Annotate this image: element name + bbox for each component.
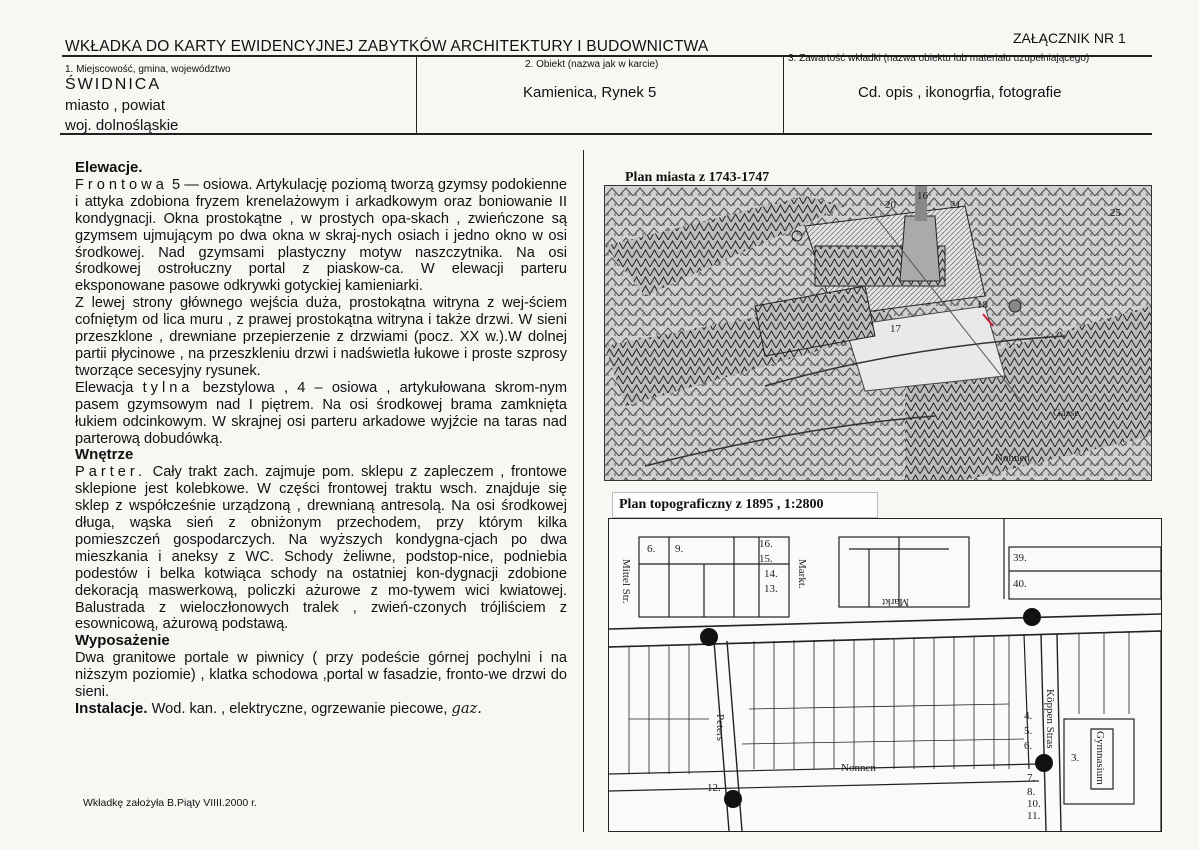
topo-label-39: 39. bbox=[1013, 552, 1027, 564]
installations-paragraph bbox=[75, 701, 567, 718]
topo-label-6: 6. bbox=[647, 543, 656, 555]
topo-label-4: 4. bbox=[1024, 710, 1033, 722]
column-divider bbox=[583, 150, 584, 832]
object-value: Kamienica, Rynek 5 bbox=[523, 84, 657, 101]
front-elevation-paragraph bbox=[75, 177, 567, 295]
topo-street-mittel: Mittel Str. bbox=[620, 559, 632, 604]
annex-label: ZAŁĄCZNIK NR 1 bbox=[1013, 30, 1126, 46]
ground-floor-paragraph bbox=[75, 464, 567, 633]
form-title: WKŁADKA DO KARTY EWIDENCYJNEJ ZABYTKÓW ARCHITEKTURY I BUDOWNICTWA bbox=[65, 38, 709, 55]
topo-label-3: 3. bbox=[1071, 752, 1080, 764]
topo-street-koppen: Köppen Stras bbox=[1044, 689, 1056, 749]
topo-label-16: 16. bbox=[759, 538, 773, 550]
topo-label-15: 15. bbox=[759, 553, 773, 565]
contents-label: 3. Zawartość wkładki (nazwa obiektu lub materiału uzupełniającego) bbox=[788, 53, 1090, 64]
topo-street-markt: Markt. bbox=[796, 559, 808, 589]
topo-label-9: 9. bbox=[675, 543, 684, 555]
perspective-street-gasse: Gasse bbox=[1053, 407, 1080, 419]
contents-value: Cd. opis , ikonogrfia, fotografie bbox=[858, 84, 1062, 101]
equipment-heading: Wyposażenie bbox=[75, 632, 170, 650]
location-city: ŚWIDNICA bbox=[65, 76, 161, 93]
elevations-heading: Elewacje. bbox=[75, 159, 143, 176]
topo-label-6b: 6. bbox=[1024, 740, 1033, 752]
topo-label-7: 7. bbox=[1027, 772, 1036, 784]
topo-marker-2 bbox=[1023, 608, 1041, 626]
perspective-label-21: 21 bbox=[950, 199, 961, 211]
ground-word: Parter. bbox=[75, 464, 146, 481]
interior-heading: Wnętrze bbox=[75, 446, 134, 464]
header-divider-2 bbox=[783, 56, 784, 134]
topo-label-10: 10. bbox=[1027, 798, 1041, 810]
topo-markt-upside: Markt bbox=[882, 596, 909, 608]
header-bottom-rule bbox=[60, 133, 1152, 135]
topo-marker-1 bbox=[700, 628, 718, 646]
rear-elevation-paragraph bbox=[75, 380, 567, 448]
location-municipality: miasto , powiat bbox=[65, 97, 166, 114]
perspective-label-18: 18 bbox=[977, 299, 988, 311]
location-label: 1. Miejscowość, gmina, województwo bbox=[65, 64, 231, 75]
equipment-text: Dwa granitowe portale w piwnicy ( przy podeście górnej pochylni i na niższym poziomie) , klatka schodowa ,portal w fasadzie, fronto-we drzwi do sieni. bbox=[75, 650, 567, 701]
description-text bbox=[75, 160, 567, 718]
topo-label-40: 40. bbox=[1013, 578, 1027, 590]
topo-label-14: 14. bbox=[764, 568, 778, 580]
location-voivodeship: woj. dolnośląskie bbox=[65, 117, 179, 134]
entrance-paragraph: Z lewej strony głównego wejścia duża, prostokątna witryna z wej-ściem cofniętym od lica muru , z prawej prostokątna witryna i także drzwi. W sieni przeszklone , drewniane przepierzenie z drzwiami (pocz. XX w.).W dolnej partii płycinowe , na przeszkleniu drzwi i nadświetla łukowe i proste szprosy tworzące secesyjny rysunek. bbox=[75, 295, 567, 379]
ground-floor-text: Cały trakt zach. zajmuje pom. sklepu z zapleczem , frontowe sklepione jest kolebkowe. W części frontowej traktu wsch. znajduje się sklep z współcześnie urządzoną , drewnianą antresolą. Na osi środkowej długa, wąska sień z obniżonym przechodem, przy którym kilka pomieszczeń gospodarczych. Na wyższych kondygna-cjach po dwa mieszkania i aneksy z WC. Schody żeliwne, podstop-nice, podniebia podestów i belka kotwiąca schody na ostatniej kon-dygnacji zdobione dekoracją maswerkową, policzki ażurowe z mo-tywem wici kwiatowej. Balustrada z wieloczłonowych tralek , zwień-czonych trójliściem z esownicową, ażurową podstawą. bbox=[75, 464, 567, 633]
topo-label-5: 5. bbox=[1024, 725, 1033, 737]
front-word: Frontowa bbox=[75, 176, 168, 193]
city-plan-image bbox=[604, 185, 1152, 481]
installations-heading: Instalacje. bbox=[75, 700, 148, 717]
topo-label-13: 13. bbox=[764, 583, 778, 595]
perspective-label-25: 25 bbox=[1110, 207, 1121, 219]
topo-label-12: 12. bbox=[707, 782, 721, 794]
topo-label-11: 11. bbox=[1027, 810, 1041, 822]
city-plan-caption: Plan miasta z 1743-1747 bbox=[625, 170, 770, 185]
rear-prefix: Elewacja bbox=[75, 379, 134, 396]
header-divider-1 bbox=[416, 56, 417, 134]
perspective-label-16: 16 bbox=[917, 190, 928, 202]
installations-handwritten: gaz. bbox=[451, 700, 482, 717]
topo-plan-caption: Plan topograficzny z 1895 , 1:2800 bbox=[612, 492, 878, 518]
perspective-label-17: 17 bbox=[890, 323, 901, 335]
front-elevation-text: 5 — osiowa. Artykulację poziomą tworzą gzymsy podokienne i attyka zdobiona fryzem krenelażowym i arkadkowym oraz boniowanie II kondygnacji. Okna prostokątne , w prostych opa-skach , zwieńczone są gzymsem ujmującym po dwa okna w skraj-nych osiach i jedno okno w osi środkowej. Nad gzymsami plastyczny motyw naszczytnika. Na osi środkowej ostrołuczny portal z piaskow-ca. W elewacji parteru eksponowane pasowe odkrywki gotyckiej kamieniarki. bbox=[75, 176, 567, 295]
topo-street-peters: Peters bbox=[714, 714, 726, 741]
perspective-label-20: 20 bbox=[885, 199, 896, 211]
topo-label-8: 8. bbox=[1027, 786, 1036, 798]
installations-text: Wod. kan. , elektryczne, ogrzewanie piecowe, bbox=[151, 701, 448, 717]
topo-marker-3 bbox=[1035, 754, 1053, 772]
object-label: 2. Obiekt (nazwa jak w karcie) bbox=[525, 59, 659, 70]
author-footer: Wkładkę założyła B.Piąty VIIII.2000 r. bbox=[83, 797, 257, 809]
topo-plan-image bbox=[608, 518, 1162, 832]
topo-street-nonnen: Nonnen bbox=[841, 762, 876, 774]
perspective-street-nonnen: Nonnen bbox=[995, 452, 1030, 464]
topo-gymnasium: Gymnasium bbox=[1094, 731, 1106, 785]
rear-word: tylna bbox=[142, 379, 194, 396]
topo-marker-4 bbox=[724, 790, 742, 808]
rear-elevation-text: bezstylowa , 4 – osiowa , artykułowana skrom-nym pasem gzymsowym nad I piętrem. Na osi środkowej brama zamknięta łukiem odcinkowym. W skrajnej osi parteru arkadowe wyjźcie na taras nad parterową dobudówką. bbox=[75, 379, 567, 447]
